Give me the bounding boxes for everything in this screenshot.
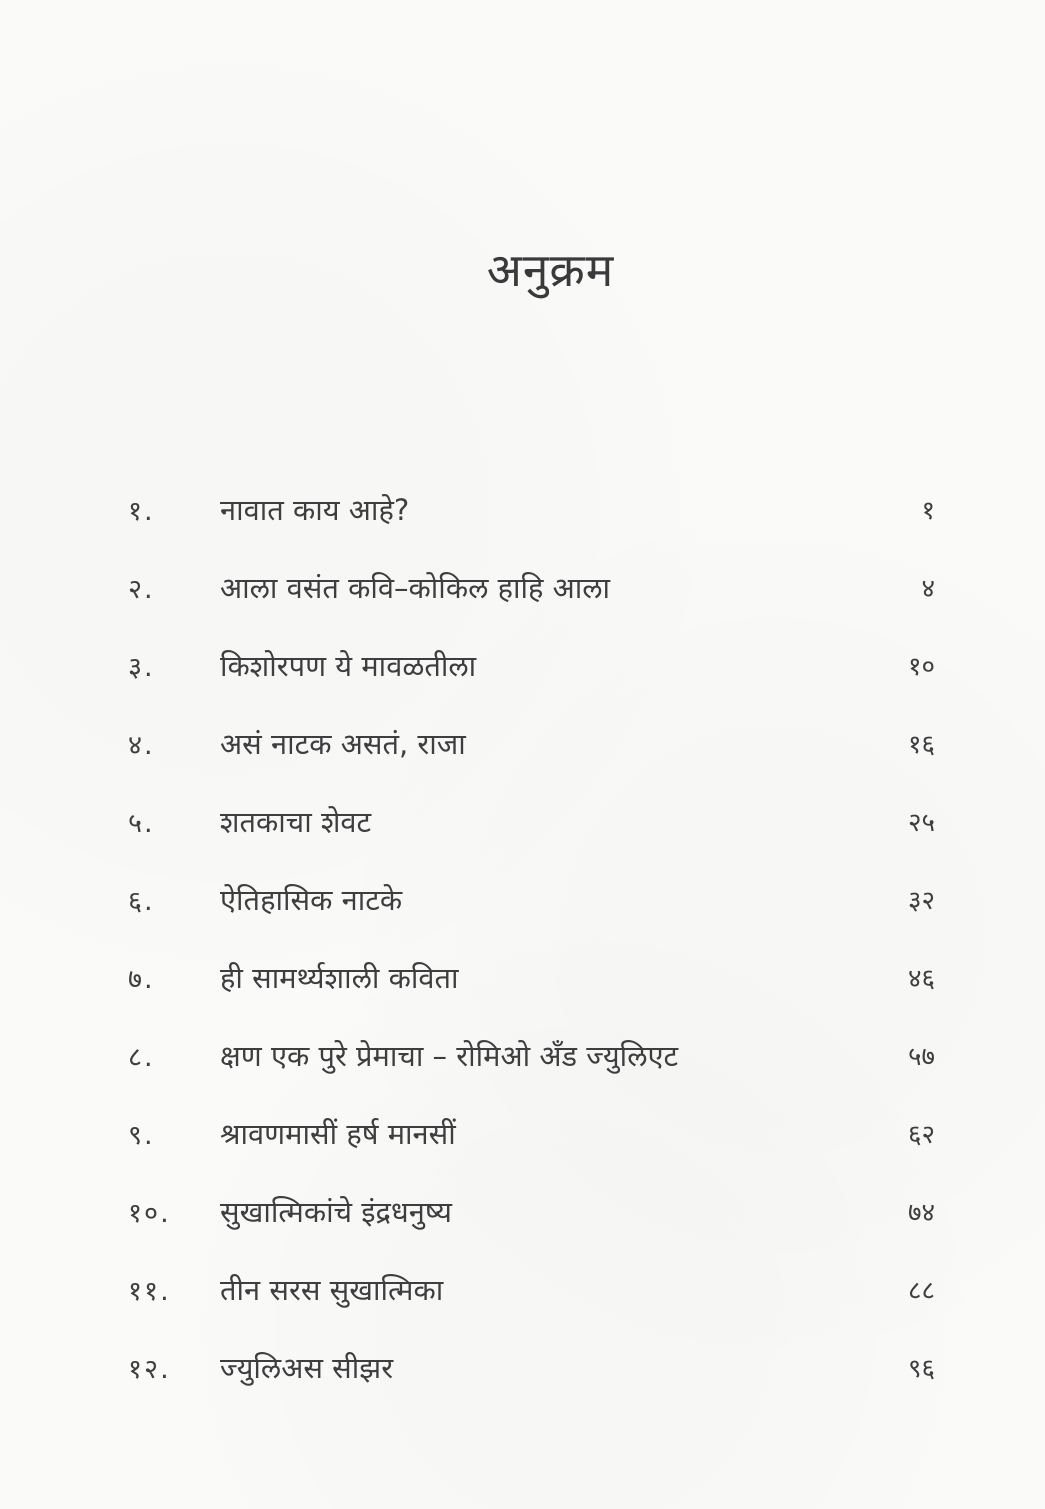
toc-entry-title: क्षण एक पुरे प्रेमाचा – रोमिओ अँड ज्युलिएट <box>220 1038 679 1073</box>
toc-entry-title: नावात काय आहे? <box>220 492 410 527</box>
toc-entry <box>128 860 935 938</box>
toc-entry-number: ९. <box>128 1119 155 1151</box>
toc-entry-page: ४ <box>921 574 935 604</box>
toc-entry-page: १६ <box>907 730 935 760</box>
toc-entry-title: आला वसंत कवि–कोकिल हाहि आला <box>220 570 611 605</box>
toc-entry-title: असं नाटक असतं, राजा <box>220 726 466 761</box>
toc-entry-number: ५. <box>128 807 155 839</box>
toc-entry <box>128 704 935 782</box>
toc-entry-page: ५७ <box>907 1042 935 1072</box>
toc-entry-title: सुखात्मिकांचे इंद्रधनुष्य <box>220 1194 452 1229</box>
toc-entry <box>128 470 935 548</box>
toc-entry-title: किशोरपण ये मावळतीला <box>220 648 477 683</box>
toc-entry-number: १. <box>128 495 155 527</box>
toc-entry-page: ३२ <box>907 886 935 916</box>
toc-entry-title: ज्युलिअस सीझर <box>220 1350 394 1385</box>
toc-entry-page: ९६ <box>907 1354 935 1384</box>
toc-entry <box>128 938 935 1016</box>
toc-entry-title: ही सामर्थ्यशाली कविता <box>220 960 459 995</box>
toc-entry <box>128 548 935 626</box>
toc-entry-page: ४६ <box>907 964 935 994</box>
toc-entry <box>128 1016 935 1094</box>
toc-entry-number: १०. <box>128 1197 171 1229</box>
toc-entry <box>128 1094 935 1172</box>
toc-entry-number: २. <box>128 573 155 605</box>
toc-entry-page: ६२ <box>907 1120 935 1150</box>
toc-entry-number: १२. <box>128 1353 171 1385</box>
toc-entry-title: तीन सरस सुखात्मिका <box>220 1272 444 1307</box>
toc-entry <box>128 1172 935 1250</box>
toc-entry <box>128 782 935 860</box>
toc-entry-number: ४. <box>128 729 155 761</box>
toc-entry-title: ऐतिहासिक नाटके <box>220 882 403 917</box>
toc-entry-number: ७. <box>128 963 155 995</box>
toc-entry-title: श्रावणमासीं हर्ष मानसीं <box>220 1116 456 1151</box>
toc-entry <box>128 1328 935 1406</box>
toc-entry-page: १० <box>907 652 935 682</box>
toc-entry-title: शतकाचा शेवट <box>220 804 372 839</box>
toc-list <box>128 470 935 1406</box>
toc-entry-page: २५ <box>907 808 935 838</box>
toc-entry-page: ७४ <box>907 1198 935 1228</box>
toc-entry-number: ११. <box>128 1275 171 1307</box>
toc-entry-page: १ <box>921 496 935 526</box>
page-title: अनुक्रम <box>486 243 615 297</box>
toc-entry <box>128 626 935 704</box>
toc-entry-page: ८८ <box>907 1276 935 1306</box>
toc-entry <box>128 1250 935 1328</box>
toc-entry-number: ३. <box>128 651 155 683</box>
toc-entry-number: ६. <box>128 885 155 917</box>
toc-entry-number: ८. <box>128 1041 155 1073</box>
